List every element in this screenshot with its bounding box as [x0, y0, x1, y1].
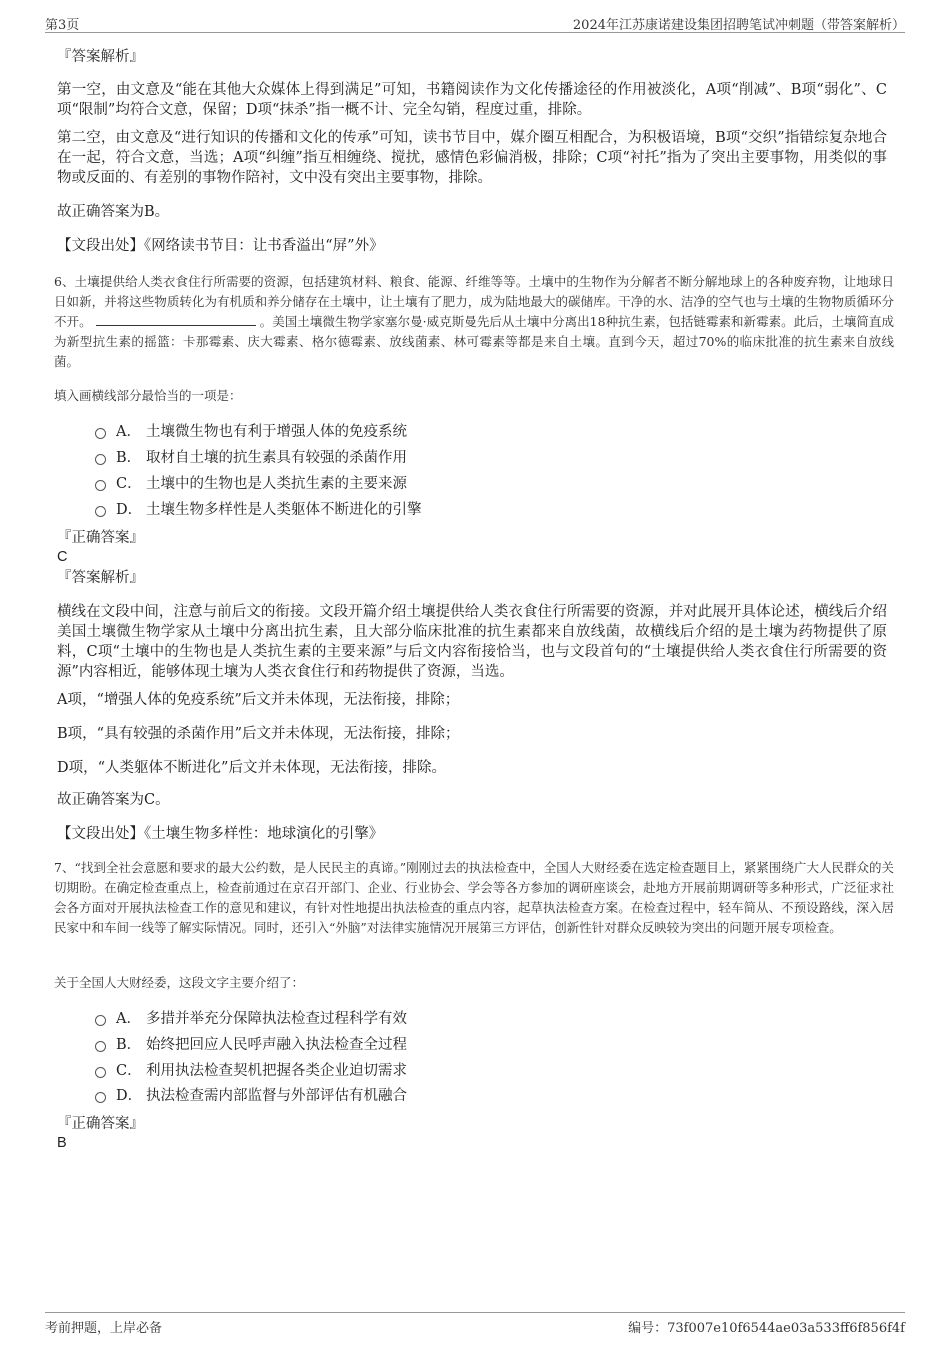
q6-analysis-p3: B项，“具有较强的杀菌作用”后文并未体现，无法衔接，排除； [57, 726, 460, 742]
option-letter: C． [116, 1063, 142, 1079]
q5-analysis-label: 『答案解析』 [57, 49, 144, 65]
q6-analysis-p4: D项，“人类躯体不断进化”后文并未体现，无法衔接，排除。 [57, 760, 446, 776]
radio-icon[interactable] [95, 480, 106, 491]
q7-answer: B [57, 1135, 67, 1151]
document-id: 编号：73f007e10f6544ae03a533ff6f856f4f [628, 1321, 905, 1336]
option-text: 土壤微生物也有利于增强人体的免疫系统 [146, 424, 407, 440]
q6-source: 【文段出处】《土壤生物多样性：地球演化的引擎》 [57, 826, 384, 842]
q6-stem-before: 6、土壤提供给人类衣食住行所需要的资源，包括建筑材料、粮食、能源、纤维等等。土壤中的生物作为分解者不断分解地球上的各种废弃物，让地球日日如新，并将这些物质转化为有机质和养分储存在土壤中，让土壤有了肥力，成为陆地最大的碳储库。干净的水、洁净的空气也与土壤的生物物质循环分不开。 [54, 274, 894, 329]
option-letter: B． [116, 450, 142, 466]
option-letter: A． [116, 424, 141, 440]
document-title: 2024年江苏康诺建设集团招聘笔试冲刺题（带答案解析） [572, 18, 905, 33]
q5-conclusion: 故正确答案为B。 [57, 204, 170, 220]
radio-icon[interactable] [95, 428, 106, 439]
q7-option-c[interactable] [95, 1060, 407, 1082]
radio-icon[interactable] [95, 1067, 106, 1078]
footer-slogan: 考前押题，上岸必备 [45, 1321, 163, 1336]
page-header [45, 12, 905, 33]
radio-icon[interactable] [95, 1041, 106, 1052]
option-text: 始终把回应人民呼声融入执法检查全过程 [146, 1037, 407, 1053]
radio-icon[interactable] [95, 454, 106, 465]
q6-stem-after: 。美国土壤微生物学家塞尔曼·威克斯曼先后从土壤中分离出18种抗生素，包括链霉素和新霉素。此后，土壤简直成为新型抗生素的摇篮：卡那霉素、庆大霉素、格尔德霉素、放线菌素、林可霉素等都是来自土壤。直到今天，超过70%的临床批准的抗生素来自放线菌。 [54, 314, 894, 369]
option-text: 执法检查需内部监督与外部评估有机融合 [146, 1088, 407, 1104]
option-text: 利用执法检查契机把握各类企业迫切需求 [146, 1063, 407, 1079]
q6-option-c[interactable] [95, 473, 407, 495]
q7-option-d[interactable] [95, 1085, 407, 1107]
option-letter: A． [116, 1011, 141, 1027]
q6-analysis-label: 『答案解析』 [57, 570, 144, 586]
q6-option-d[interactable] [95, 499, 422, 521]
page-footer [45, 1312, 905, 1335]
q6-answer-label: 『正确答案』 [57, 530, 144, 546]
q6-stem [54, 272, 894, 372]
q7-option-b[interactable] [95, 1034, 407, 1056]
q6-answer: C [57, 549, 68, 565]
q6-option-b[interactable] [95, 447, 407, 469]
page-number: 第3页 [45, 18, 80, 33]
q6-prompt: 填入画横线部分最恰当的一项是： [54, 388, 242, 403]
option-text: 土壤生物多样性是人类躯体不断进化的引擎 [146, 502, 422, 518]
option-letter: C． [116, 476, 142, 492]
q7-stem: 7、“找到全社会意愿和要求的最大公约数，是人民民主的真谛。”刚刚过去的执法检查中，全国人大财经委在选定检查题目上，紧紧围绕广大人民群众的关切期盼。在确定检查重点上，检查前通过在京召开部门、企业、行业协会、学会等各方参加的调研座谈会，赴地方开展前期调研等多种形式，广泛征求社会各方面对开展执法检查工作的意见和建议，有针对性地提出执法检查的重点内容，起草执法检查方案。在检查过程中，轻车简从、不预设路线，深入居民家中和车间一线等了解实际情况。同时，还引入“外脑”对法律实施情况开展第三方评估，创新性针对群众反映较为突出的问题开展专项检查。 [54, 860, 894, 935]
option-letter: D． [116, 502, 143, 518]
option-text: 取材自土壤的抗生素具有较强的杀菌作用 [146, 450, 407, 466]
q6-analysis-p2: A项，“增强人体的免疫系统”后文并未体现，无法衔接，排除； [57, 692, 460, 708]
q5-analysis-p2: 第二空，由文意及“进行知识的传播和文化的传承”可知，读书节目中，媒介圈互相配合，为积极语境，B项“交织”指错综复杂地合在一起，符合文意，当选；A项“纠缠”指互相缠绕、搅扰，感情色彩偏消极，排除；C项“衬托”指为了突出主要事物，用类似的事物或反面的、有差别的事物作陪衬，文中没有突出主要事物，排除。 [57, 130, 887, 186]
option-letter: D． [116, 1088, 143, 1104]
q6-option-a[interactable] [95, 421, 407, 443]
q5-source: 【文段出处】《网络读书节目：让书香溢出“屏”外》 [57, 238, 384, 254]
q7-prompt: 关于全国人大财经委，这段文字主要介绍了： [54, 975, 305, 990]
q7-option-a[interactable] [95, 1008, 407, 1030]
q7-answer-label: 『正确答案』 [57, 1116, 144, 1132]
option-text: 多措并举充分保障执法检查过程科学有效 [146, 1011, 407, 1027]
option-text: 土壤中的生物也是人类抗生素的主要来源 [146, 476, 407, 492]
radio-icon[interactable] [95, 1092, 106, 1103]
q6-fill-blank [96, 313, 256, 326]
radio-icon[interactable] [95, 1015, 106, 1026]
option-letter: B． [116, 1037, 142, 1053]
q6-analysis-p1: 横线在文段中间，注意与前后文的衔接。文段开篇介绍土壤提供给人类衣食住行所需要的资源，并对此展开具体论述，横线后介绍美国土壤微生物学家从土壤中分离出抗生素，且大部分临床批准的抗生素都来自放线菌，故横线后介绍的是土壤为药物提供了原料，C项“土壤中的生物也是人类抗生素的主要来源”与后文内容衔接恰当，也与文段首句的“土壤提供给人类衣食住行所需要的资源”内容相近，能够体现土壤为人类衣食住行和药物提供了资源，当选。 [57, 604, 887, 680]
radio-icon[interactable] [95, 506, 106, 517]
q6-conclusion: 故正确答案为C。 [57, 792, 170, 808]
q5-analysis-p1: 第一空，由文意及“能在其他大众媒体上得到满足”可知，书籍阅读作为文化传播途径的作用被淡化，A项“削减”、B项“弱化”、C项“限制”均符合文意，保留；D项“抹杀”指一概不计、完全勾销，程度过重，排除。 [57, 82, 887, 118]
